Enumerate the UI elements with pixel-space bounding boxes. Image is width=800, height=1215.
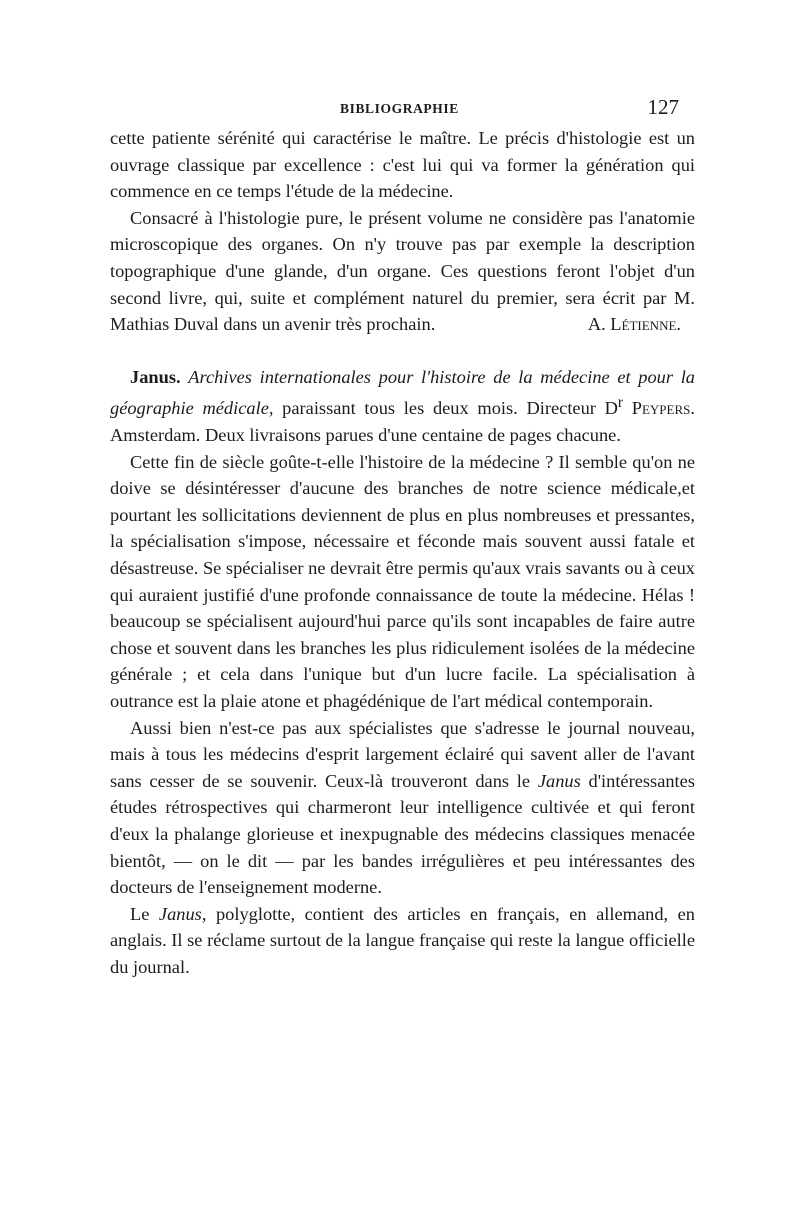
journal-name: Janus. [130,366,181,387]
page-number: 127 [647,95,679,119]
director-name: Peypers [631,398,691,419]
paragraph-2-part-1: Aussi bien n'est-ce pas aux spécialistes que s'adresse le journal nouveau, mais à tous les médecins d'esprit largement éclairé qui savent aller de l'avant sans cesser de se souvenir. Ceux-là trouveront dans le [110,717,695,791]
book-page [110,95,695,981]
review-1-paragraph-2-text: Consacré à l'histologie pure, le présent volume ne considère pas l'anatomie microscopique des organes. On n'y trouve pas par exemple la description topographique d'une glande, d'un organe. Ces questions feront l'objet d'un second livre, qui, suite et complément naturel du premier, sera écrit par M. Mathias Duval dans un avenir très prochain. [110,207,695,335]
page-body [110,125,695,981]
running-title: BIBLIOGRAPHIE [340,101,459,116]
heading-text-1: paraissant tous les deux mois. Directeur D [273,398,618,419]
review-1-paragraph-2 [110,205,695,338]
heading-text-2: . Amsterdam. Deux livraisons parues d'une centaine de pages chacune. [110,398,695,446]
review-1-signature: A. Létienne. [587,314,681,335]
paragraph-2-janus: Janus [537,770,581,791]
journal-subtitle: Archives internationales pour l'histoire de la médecine et pour la géographie médicale, [110,366,695,419]
doctor-superscript: r [617,394,624,412]
paragraph-3-part-2: , polyglotte, contient des articles en français, en allemand, en anglais. Il se réclame surtout de la langue française qui reste la langue officielle du journal. [110,903,695,977]
review-2-paragraph-1: Cette fin de siècle goûte-t-elle l'histoire de la médecine ? Il semble qu'on ne doive se désintéresser d'aucune des branches de notre science médicale,et pourtant les sollicitations deviennent de plus en plus nombreuses et pressantes, la spécialisation s'impose, nécessaire et féconde mais souvent aussi fatale et désastreuse. Se spécialiser ne devrait être permis qu'aux vrais savants ou à ceux qui auraient justifié d'une profonde connaissance de toute la médecine. Hélas ! beaucoup se spécialisent aujourd'hui parce qu'ils sont incapables de faire autre chose et souvent dans les branches les plus ridiculement isolées de la médecine générale ; et cela dans l'unique but d'un lucre facile. La spécialisation à outrance est la plaie atone et phagédénique de l'art médical contemporain. [110,451,695,711]
review-2-paragraph-2 [110,715,695,901]
review-1-paragraph-1: cette patiente sérénité qui caractérise le maître. Le précis d'histologie est un ouvrage classique par excellence : c'est lui qui va former la génération qui commence en ce temps l'étude de la médecine. [110,128,695,202]
review-2-paragraph-3 [110,901,695,981]
paragraph-3-janus: Janus [158,903,202,924]
running-head [110,95,695,125]
review-2-heading [110,364,695,449]
paragraph-2-part-2: d'intéressantes études rétrospectives qui charmeront leur intelligence cultivée et qui feront d'eux la phalange glorieuse et inexpugnable des médecins classiques menacée bientôt, — on le dit — par les bandes irrégulières et peu intéressantes des docteurs de l'enseignement moderne. [110,770,695,898]
paragraph-3-part-1: Le [130,903,159,924]
